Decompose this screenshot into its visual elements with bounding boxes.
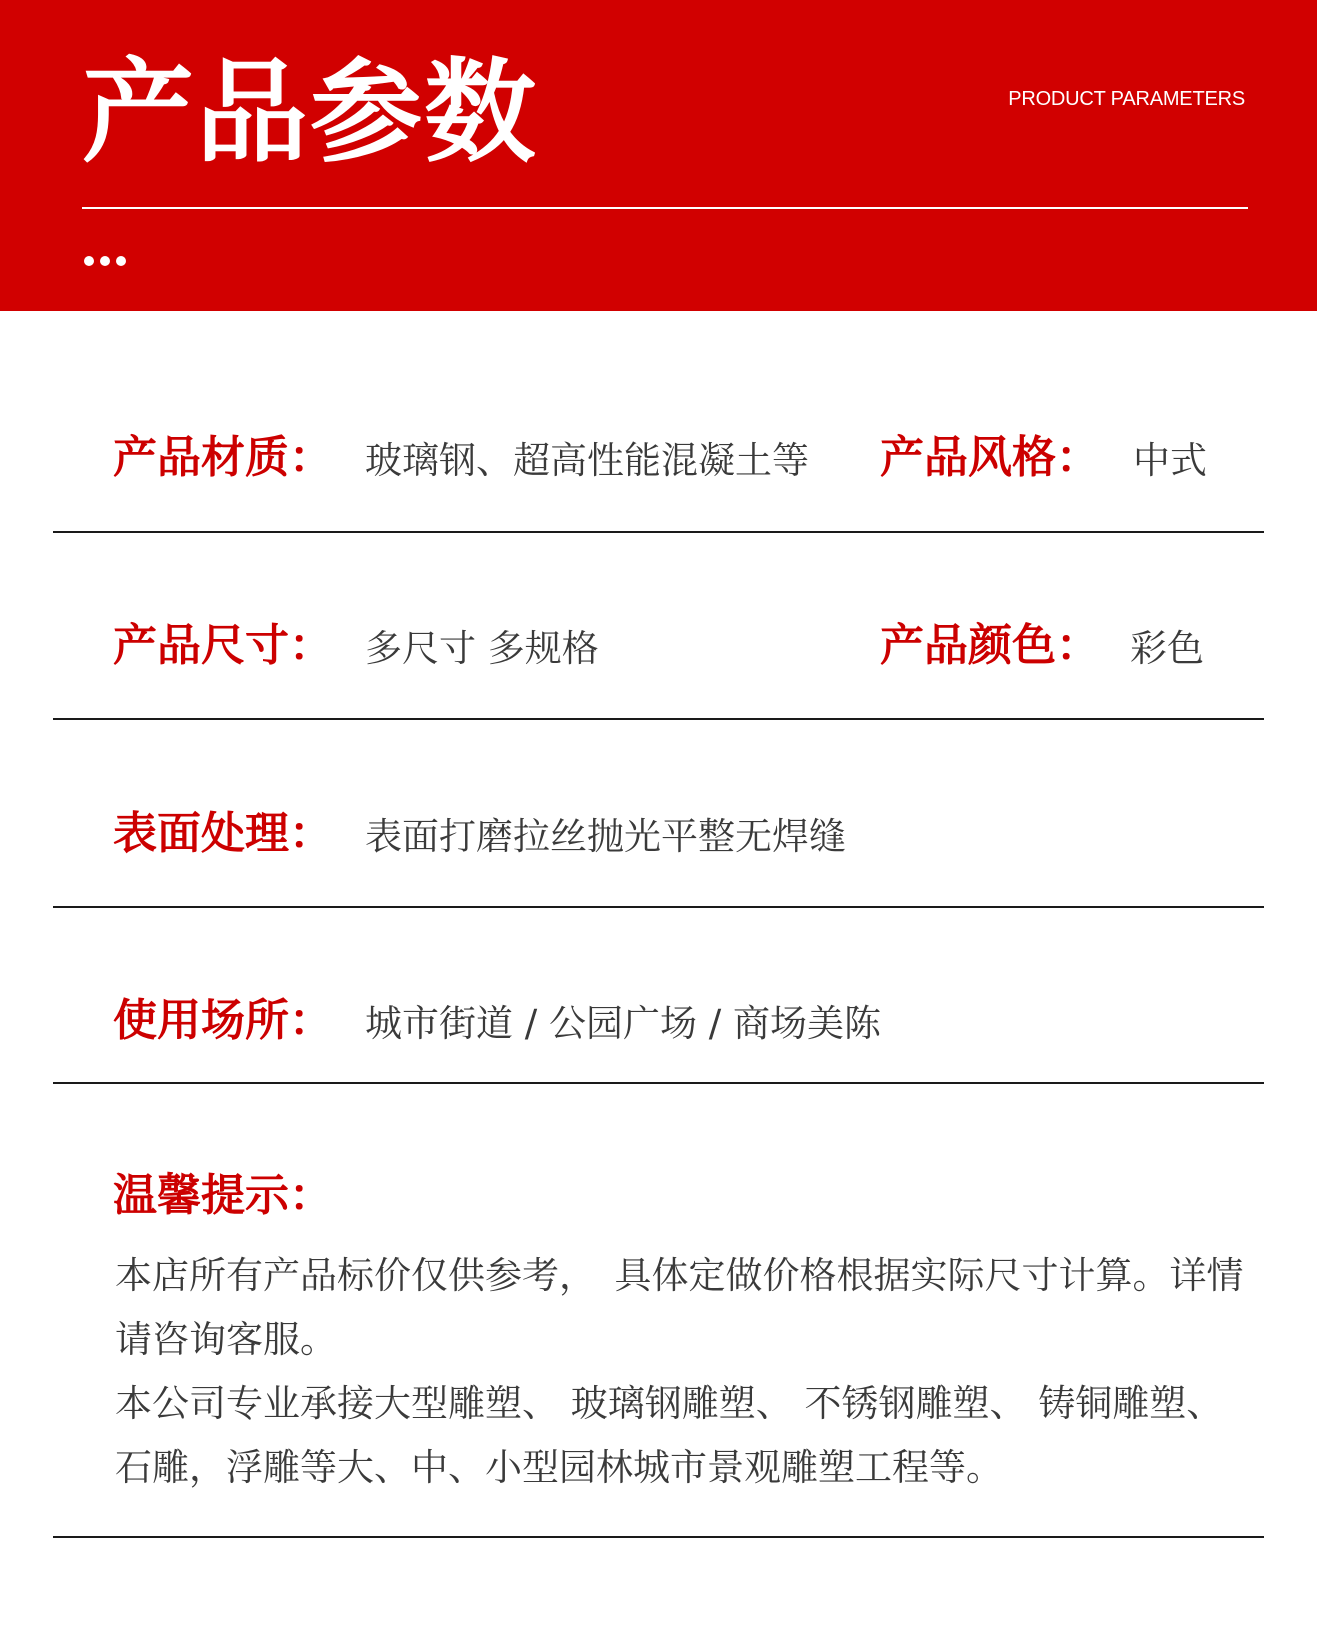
material-label: 产品材质：	[113, 432, 333, 483]
tips-paragraph: 本店所有产品标价仅供参考， 具体定做价格根据实际尺寸计算。详情请咨询客服。	[115, 1254, 1244, 1361]
row-divider	[53, 718, 1264, 720]
bottom-divider	[53, 1536, 1264, 1538]
size-value: 多尺寸 多规格	[365, 627, 599, 670]
surface-value: 表面打磨拉丝抛光平整无焊缝	[365, 815, 846, 858]
row-divider	[53, 906, 1264, 908]
color-value: 彩色	[1130, 627, 1204, 670]
size-label: 产品尺寸：	[113, 620, 333, 671]
ellipsis-icon	[84, 256, 126, 266]
color-label: 产品颜色：	[880, 620, 1100, 671]
style-label: 产品风格：	[880, 432, 1100, 483]
surface-label: 表面处理：	[113, 808, 333, 859]
page-subtitle: PRODUCT PARAMETERS	[1008, 88, 1245, 110]
header-banner	[0, 0, 1317, 311]
usage-value: 城市街道 / 公园广场 / 商场美陈	[365, 1002, 881, 1045]
tips-body	[115, 1244, 1245, 1500]
dot	[100, 256, 110, 266]
usage-label: 使用场所：	[113, 995, 333, 1046]
dot	[84, 256, 94, 266]
dot	[116, 256, 126, 266]
header-divider	[82, 207, 1248, 209]
page-title: 产品参数	[82, 48, 538, 178]
style-value: 中式	[1133, 439, 1207, 482]
material-value: 玻璃钢、超高性能混凝土等	[365, 439, 809, 482]
tips-title: 温馨提示：	[113, 1170, 333, 1221]
row-divider	[53, 531, 1264, 533]
tips-paragraph: 本公司专业承接大型雕塑、 玻璃钢雕塑、 不锈钢雕塑、 铸铜雕塑、石雕，浮雕等大、中、小型园林城市景观雕塑工程等。	[115, 1382, 1224, 1489]
row-divider	[53, 1082, 1264, 1084]
